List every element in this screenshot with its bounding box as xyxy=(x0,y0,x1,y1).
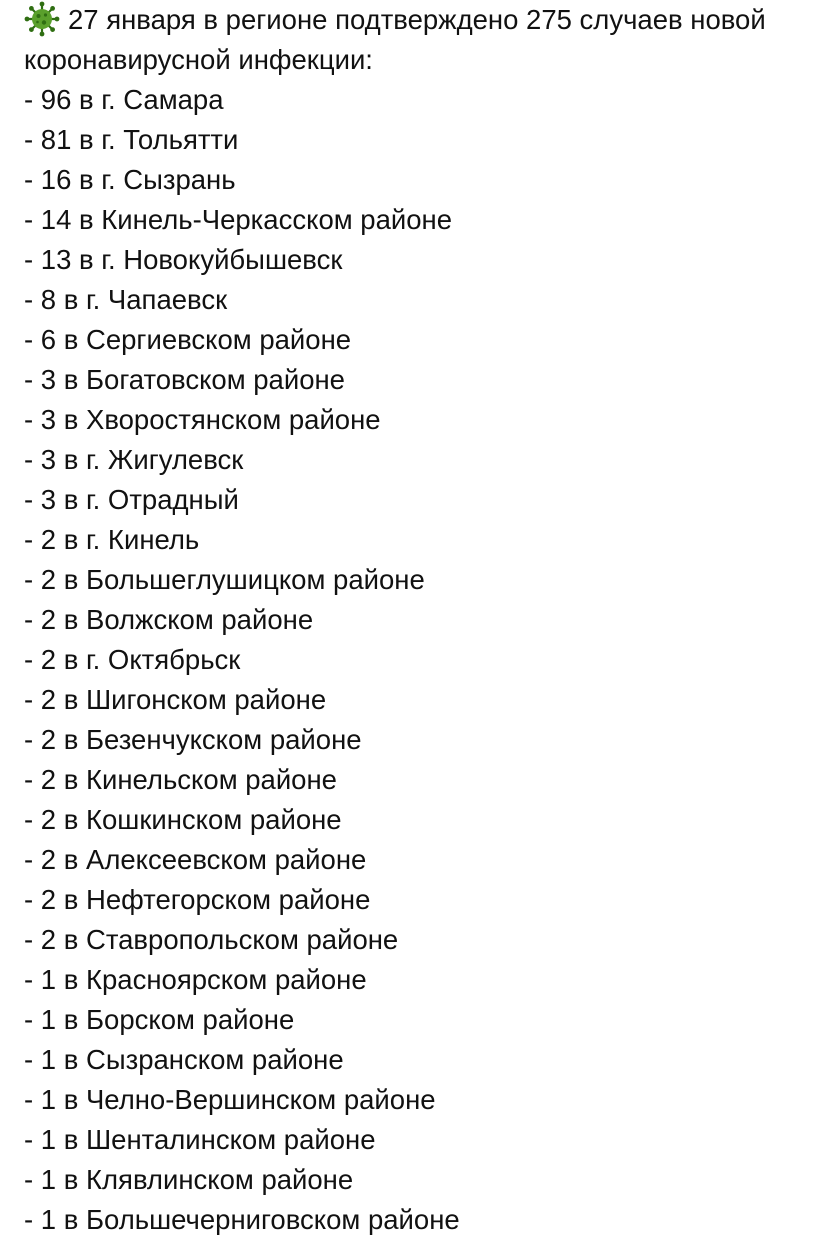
list-item: - 2 в Нефтегорском районе xyxy=(24,884,371,915)
message-headline xyxy=(24,0,814,80)
list-item: - 3 в Хворостянском районе xyxy=(24,404,381,435)
list-item: - 1 в Челно-Вершинском районе xyxy=(24,1084,436,1115)
list-item: - 2 в Большеглушицком районе xyxy=(24,564,425,595)
list-item: - 2 в Шигонском районе xyxy=(24,684,327,715)
list-item: - 6 в Сергиевском районе xyxy=(24,324,352,355)
list-item: - 16 в г. Сызрань xyxy=(24,164,236,195)
list-item: - 81 в г. Тольятти xyxy=(24,124,239,155)
virus-icon xyxy=(24,1,60,37)
list-item: - 13 в г. Новокуйбышевск xyxy=(24,244,343,275)
list-item: - 3 в г. Отрадный xyxy=(24,484,239,515)
list-item: - 3 в г. Жигулевск xyxy=(24,444,244,475)
list-item: - 96 в г. Самара xyxy=(24,84,224,115)
list-item: - 8 в г. Чапаевск xyxy=(24,284,228,315)
list-item: - 1 в Борском районе xyxy=(24,1004,295,1035)
list-item: - 1 в Большечерниговском районе xyxy=(24,1204,460,1235)
list-item: - 1 в Клявлинском районе xyxy=(24,1164,354,1195)
headline-text: 27 января в регионе подтверждено 275 случаев новой коронавирусной инфекции: xyxy=(24,4,766,75)
list-item: - 2 в Алексеевском районе xyxy=(24,844,367,875)
list-item: - 14 в Кинель-Черкасском районе xyxy=(24,204,453,235)
list-item: - 3 в Богатовском районе xyxy=(24,364,345,395)
list-item: - 1 в Сызранском районе xyxy=(24,1044,344,1075)
list-item: - 2 в Безенчукском районе xyxy=(24,724,362,755)
list-item: - 2 в Ставропольском районе xyxy=(24,924,399,955)
list-item: - 1 в Красноярском районе xyxy=(24,964,367,995)
list-item: - 2 в Кошкинском районе xyxy=(24,804,342,835)
list-item: - 2 в Кинельском районе xyxy=(24,764,337,795)
list-item: - 2 в Волжском районе xyxy=(24,604,314,635)
list-item: - 2 в г. Кинель xyxy=(24,524,200,555)
message-body xyxy=(24,0,814,1240)
list-item: - 2 в г. Октябрьск xyxy=(24,644,241,675)
list-item: - 1 в Шенталинском районе xyxy=(24,1124,376,1155)
case-list xyxy=(24,80,814,1240)
